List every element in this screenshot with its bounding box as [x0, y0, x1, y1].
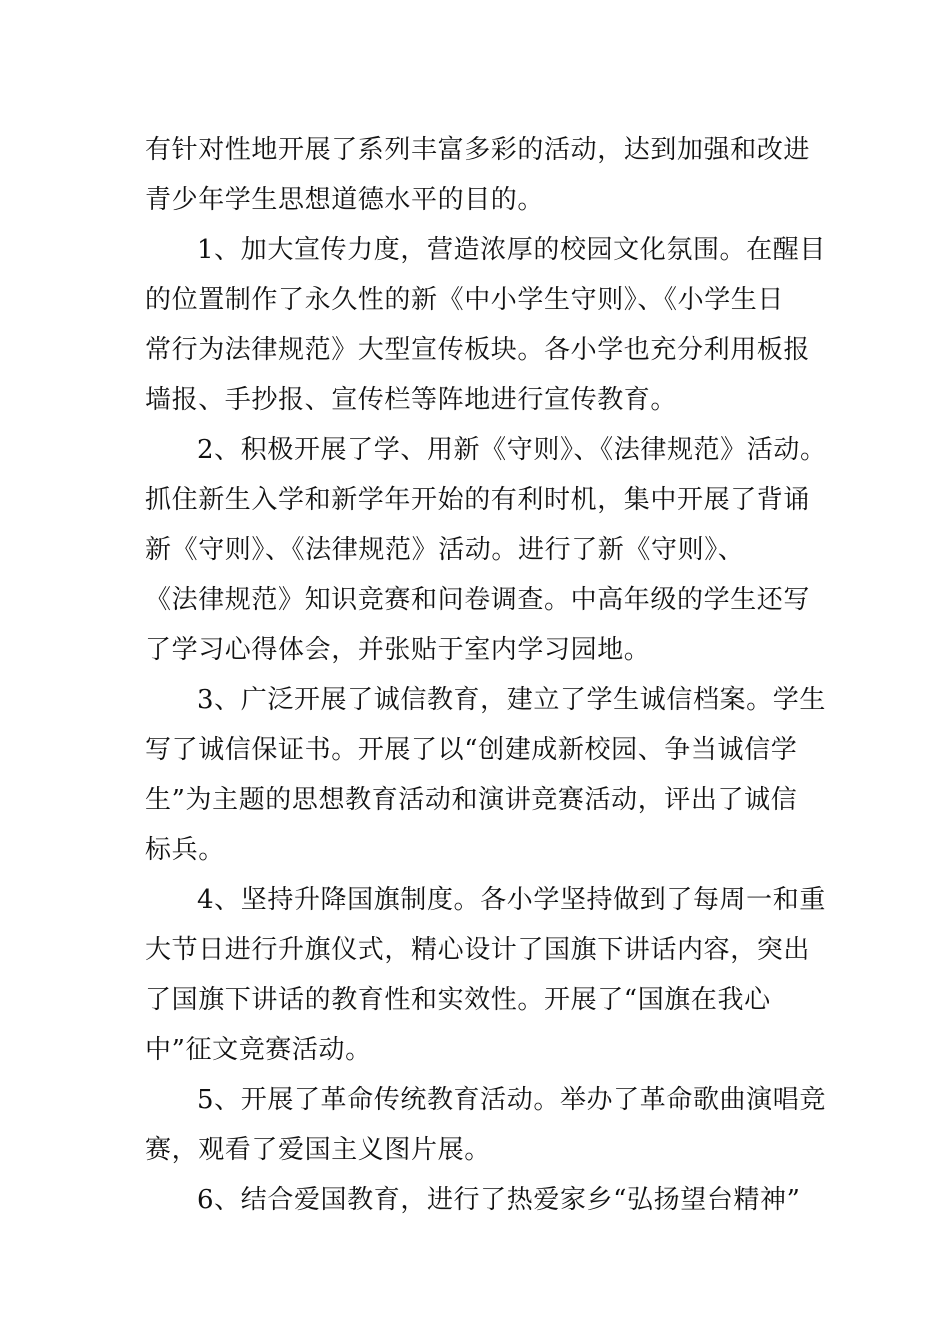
text-line: 《法律规范》知识竞赛和问卷调查。中高年级的学生还写	[145, 585, 811, 615]
paragraph-2-start: 2、积极开展了学、用新《守则》、《法律规范》活动。	[197, 435, 827, 465]
text-line: 生”为主题的思想教育活动和演讲竞赛活动，评出了诚信	[145, 785, 798, 815]
paragraph-1-start: 1、加大宣传力度，营造浓厚的校园文化氛围。在醒目	[197, 235, 826, 265]
text-line: 的位置制作了永久性的新《中小学生守则》、《小学生日	[145, 285, 785, 315]
paragraph-3-start: 3、广泛开展了诚信教育，建立了学生诚信档案。学生	[197, 685, 826, 715]
paragraph-5-start: 5、开展了革命传统教育活动。举办了革命歌曲演唱竞	[197, 1085, 826, 1115]
text-line: 写了诚信保证书。开展了以“创建成新校园、争当诚信学	[145, 735, 798, 765]
paragraph-6-start: 6、结合爱国教育，进行了热爱家乡“弘扬望台精神”	[197, 1185, 801, 1215]
text-line: 大节日进行升旗仪式，精心设计了国旗下讲话内容，突出	[145, 935, 811, 965]
text-line: 青少年学生思想道德水平的目的。	[145, 185, 545, 215]
text-line: 中”征文竞赛活动。	[145, 1035, 372, 1065]
text-line: 抓住新生入学和新学年开始的有利时机，集中开展了背诵	[145, 485, 811, 515]
text-line: 了国旗下讲话的教育性和实效性。开展了“国旗在我心	[145, 985, 771, 1015]
text-line: 墙报、手抄报、宣传栏等阵地进行宣传教育。	[145, 385, 678, 415]
text-line: 了学习心得体会，并张贴于室内学习园地。	[145, 635, 651, 665]
paragraph-4-start: 4、坚持升降国旗制度。各小学坚持做到了每周一和重	[197, 885, 826, 915]
text-line: 新《守则》、《法律规范》活动。进行了新《守则》、	[145, 535, 745, 565]
text-line: 赛，观看了爱国主义图片展。	[145, 1135, 491, 1165]
text-line: 标兵。	[145, 835, 225, 865]
text-line: 常行为法律规范》大型宣传板块。各小学也充分利用板报	[145, 335, 811, 365]
document-body	[145, 125, 825, 1225]
text-line: 有针对性地开展了系列丰富多彩的活动，达到加强和改进	[145, 135, 811, 165]
